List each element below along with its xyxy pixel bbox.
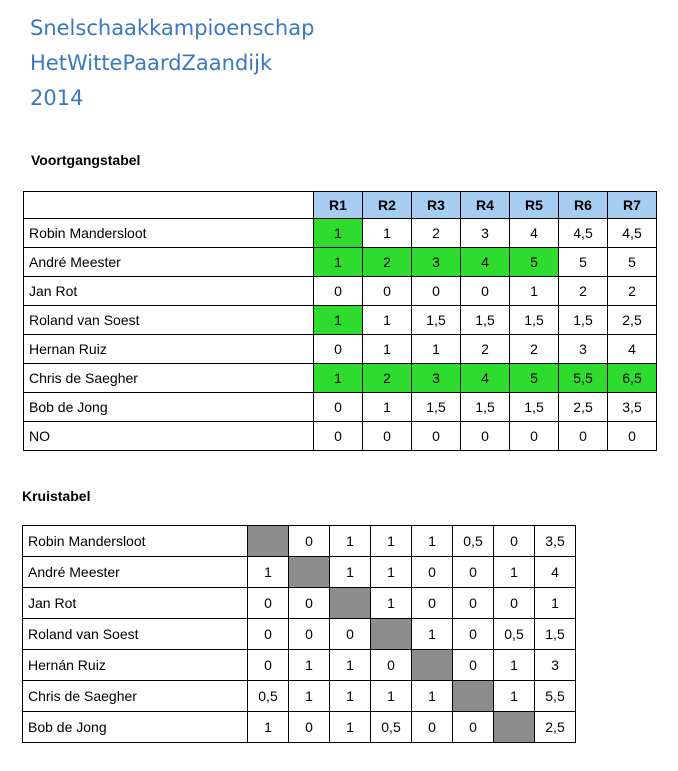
score-cell: 3,5 <box>608 393 657 422</box>
score-cell: 1 <box>314 364 363 393</box>
kruis-row <box>23 650 576 681</box>
score-cell: 1 <box>363 306 412 335</box>
result-cell: 1 <box>371 526 412 557</box>
score-cell: 0 <box>363 422 412 451</box>
kruis-row <box>23 712 576 743</box>
score-cell: 0 <box>510 422 559 451</box>
score-cell: 1,5 <box>412 393 461 422</box>
result-cell: 0 <box>371 650 412 681</box>
voortgang-row <box>24 393 657 422</box>
player-name: Jan Rot <box>23 588 248 619</box>
score-cell: 3 <box>461 219 510 248</box>
result-cell: 0 <box>453 712 494 743</box>
score-cell: 1 <box>363 219 412 248</box>
score-cell: 1,5 <box>510 393 559 422</box>
result-cell: 1 <box>289 650 330 681</box>
result-cell: 0 <box>494 526 535 557</box>
result-cell: 0 <box>412 557 453 588</box>
player-name: NO <box>24 422 314 451</box>
diagonal-cell <box>371 619 412 650</box>
score-cell: 5 <box>510 248 559 277</box>
score-cell: 3 <box>559 335 608 364</box>
result-cell: 0 <box>289 619 330 650</box>
total-cell: 3,5 <box>535 526 576 557</box>
score-cell: 1 <box>314 248 363 277</box>
result-cell: 1 <box>330 526 371 557</box>
score-cell: 2 <box>461 335 510 364</box>
score-cell: 0 <box>314 393 363 422</box>
kruis-row <box>23 557 576 588</box>
diagonal-cell <box>494 712 535 743</box>
result-cell: 1 <box>289 681 330 712</box>
score-cell: 2 <box>608 277 657 306</box>
diagonal-cell <box>453 681 494 712</box>
result-cell: 0 <box>412 588 453 619</box>
player-name: André Meester <box>24 248 314 277</box>
score-cell: 1,5 <box>559 306 608 335</box>
total-cell: 5,5 <box>535 681 576 712</box>
score-cell: 0 <box>314 422 363 451</box>
score-cell: 3 <box>412 364 461 393</box>
player-name: Bob de Jong <box>23 712 248 743</box>
player-name: André Meester <box>23 557 248 588</box>
result-cell: 0 <box>248 588 289 619</box>
score-cell: 5,5 <box>559 364 608 393</box>
player-name: Chris de Saegher <box>24 364 314 393</box>
score-cell: 1 <box>314 219 363 248</box>
score-cell: 1,5 <box>510 306 559 335</box>
kruis-table <box>22 525 576 743</box>
player-name: Bob de Jong <box>24 393 314 422</box>
title-line-1: Snelschaakkampioenschap <box>30 16 315 40</box>
kruis-row <box>23 526 576 557</box>
total-cell: 1,5 <box>535 619 576 650</box>
result-cell: 0 <box>453 588 494 619</box>
score-cell: 0 <box>412 422 461 451</box>
result-cell: 1 <box>248 712 289 743</box>
score-cell: 4 <box>608 335 657 364</box>
voortgang-column-header: R4 <box>461 192 510 219</box>
title-line-2: HetWittePaardZaandijk <box>30 51 273 75</box>
score-cell: 5 <box>559 248 608 277</box>
score-cell: 0 <box>461 422 510 451</box>
result-cell: 1 <box>371 588 412 619</box>
document-title <box>30 11 314 116</box>
score-cell: 2 <box>559 277 608 306</box>
score-cell: 1 <box>314 306 363 335</box>
voortgang-row <box>24 364 657 393</box>
score-cell: 5 <box>510 364 559 393</box>
player-name: Robin Mandersloot <box>23 526 248 557</box>
result-cell: 0 <box>453 557 494 588</box>
score-cell: 0 <box>314 277 363 306</box>
score-cell: 2 <box>363 248 412 277</box>
player-name: Chris de Saegher <box>23 681 248 712</box>
result-cell: 0,5 <box>453 526 494 557</box>
score-cell: 1,5 <box>461 393 510 422</box>
total-cell: 1 <box>535 588 576 619</box>
result-cell: 0 <box>289 526 330 557</box>
result-cell: 0,5 <box>494 619 535 650</box>
voortgang-column-header: R6 <box>559 192 608 219</box>
score-cell: 0 <box>559 422 608 451</box>
kruis-row <box>23 588 576 619</box>
result-cell: 0 <box>494 588 535 619</box>
score-cell: 1,5 <box>461 306 510 335</box>
score-cell: 1 <box>412 335 461 364</box>
player-name: Roland van Soest <box>24 306 314 335</box>
score-cell: 4 <box>461 248 510 277</box>
player-name: Robin Mandersloot <box>24 219 314 248</box>
score-cell: 5 <box>608 248 657 277</box>
result-cell: 1 <box>330 650 371 681</box>
score-cell: 2 <box>363 364 412 393</box>
voortgang-row <box>24 248 657 277</box>
voortgang-header-blank <box>24 192 314 219</box>
voortgang-column-header: R2 <box>363 192 412 219</box>
total-cell: 4 <box>535 557 576 588</box>
result-cell: 1 <box>371 681 412 712</box>
voortgang-column-header: R3 <box>412 192 461 219</box>
total-cell: 2,5 <box>535 712 576 743</box>
result-cell: 1 <box>330 681 371 712</box>
diagonal-cell <box>330 588 371 619</box>
kruis-row <box>23 681 576 712</box>
result-cell: 0 <box>412 712 453 743</box>
result-cell: 0 <box>289 588 330 619</box>
total-cell: 3 <box>535 650 576 681</box>
result-cell: 1 <box>248 557 289 588</box>
score-cell: 0 <box>608 422 657 451</box>
diagonal-cell <box>248 526 289 557</box>
diagonal-cell <box>412 650 453 681</box>
voortgang-column-header: R1 <box>314 192 363 219</box>
result-cell: 1 <box>330 712 371 743</box>
result-cell: 0 <box>453 650 494 681</box>
result-cell: 0 <box>289 712 330 743</box>
voortgang-row <box>24 277 657 306</box>
score-cell: 1 <box>363 335 412 364</box>
score-cell: 0 <box>461 277 510 306</box>
title-line-3: 2014 <box>30 86 84 110</box>
score-cell: 4,5 <box>608 219 657 248</box>
result-cell: 0,5 <box>371 712 412 743</box>
player-name: Hernán Ruiz <box>23 650 248 681</box>
voortgang-row <box>24 422 657 451</box>
result-cell: 0 <box>248 619 289 650</box>
result-cell: 0 <box>248 650 289 681</box>
score-cell: 1 <box>363 393 412 422</box>
kruis-heading: Kruistabel <box>22 488 91 504</box>
score-cell: 4 <box>510 219 559 248</box>
result-cell: 1 <box>371 557 412 588</box>
score-cell: 2,5 <box>608 306 657 335</box>
score-cell: 0 <box>412 277 461 306</box>
result-cell: 1 <box>412 681 453 712</box>
score-cell: 2 <box>412 219 461 248</box>
score-cell: 3 <box>412 248 461 277</box>
voortgang-row <box>24 335 657 364</box>
voortgang-heading: Voortgangstabel <box>31 152 141 168</box>
result-cell: 1 <box>494 650 535 681</box>
result-cell: 1 <box>412 619 453 650</box>
result-cell: 1 <box>494 681 535 712</box>
score-cell: 6,5 <box>608 364 657 393</box>
result-cell: 0,5 <box>248 681 289 712</box>
voortgang-column-header: R5 <box>510 192 559 219</box>
voortgang-header-row <box>24 192 657 219</box>
score-cell: 0 <box>363 277 412 306</box>
result-cell: 1 <box>412 526 453 557</box>
score-cell: 4 <box>461 364 510 393</box>
score-cell: 1 <box>510 277 559 306</box>
voortgang-row <box>24 219 657 248</box>
score-cell: 2 <box>510 335 559 364</box>
kruis-row <box>23 619 576 650</box>
voortgang-row <box>24 306 657 335</box>
voortgang-table <box>23 191 657 451</box>
player-name: Roland van Soest <box>23 619 248 650</box>
result-cell: 1 <box>330 557 371 588</box>
score-cell: 2,5 <box>559 393 608 422</box>
diagonal-cell <box>289 557 330 588</box>
voortgang-column-header: R7 <box>608 192 657 219</box>
score-cell: 0 <box>314 335 363 364</box>
player-name: Hernan Ruiz <box>24 335 314 364</box>
player-name: Jan Rot <box>24 277 314 306</box>
result-cell: 0 <box>330 619 371 650</box>
score-cell: 1,5 <box>412 306 461 335</box>
score-cell: 4,5 <box>559 219 608 248</box>
result-cell: 0 <box>453 619 494 650</box>
result-cell: 1 <box>494 557 535 588</box>
